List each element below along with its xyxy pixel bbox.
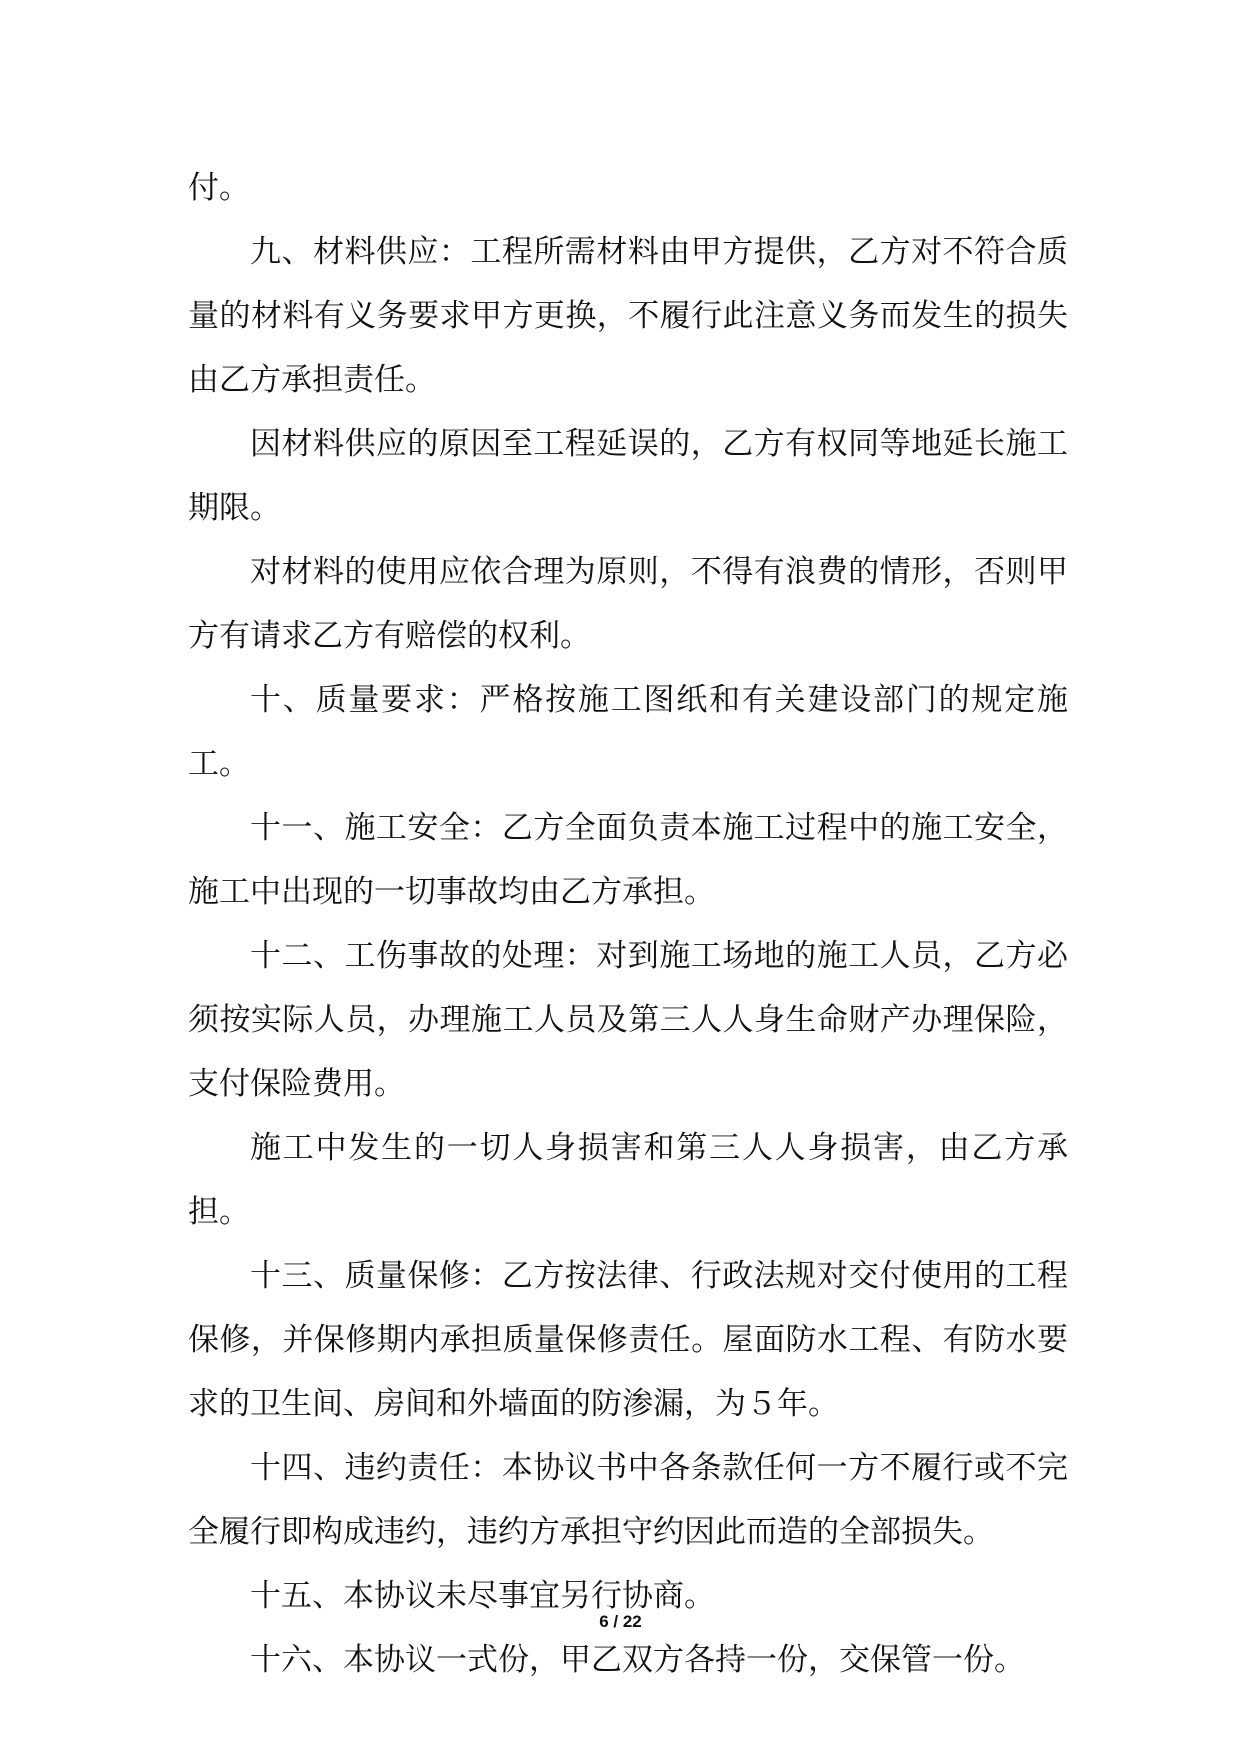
paragraph-clause-15-negotiation: 十五、本协议未尽事宜另行协商。 bbox=[250, 1578, 715, 1614]
document-body bbox=[188, 156, 1068, 1692]
paragraph-clause-12-injury: 十二、工伤事故的处理：对到施工场地的施工人员，乙方必须按实际人员，办理施工人员及第三人人身生命财产办理保险，支付保险费用。 bbox=[188, 938, 1068, 1102]
paragraph-clause-9-materials: 九、材料供应：工程所需材料由甲方提供，乙方对不符合质量的材料有义务要求甲方更换，不履行此注意义务而发生的损失由乙方承担责任。 bbox=[188, 234, 1068, 398]
paragraph-personal-injury: 施工中发生的一切人身损害和第三人人身损害，由乙方承担。 bbox=[188, 1130, 1068, 1230]
paragraph-material-use: 对材料的使用应依合理为原则，不得有浪费的情形，否则甲方有请求乙方有赔偿的权利。 bbox=[188, 554, 1068, 654]
page-number: 6 / 22 bbox=[599, 1612, 642, 1631]
paragraph-clause-10-quality: 十、质量要求：严格按施工图纸和有关建设部门的规定施工。 bbox=[188, 682, 1068, 782]
paragraph-continuation: 付。 bbox=[188, 170, 250, 206]
paragraph-clause-14-breach: 十四、违约责任：本协议书中各条款任何一方不履行或不完全履行即构成违约，违约方承担守约因此而造的全部损失。 bbox=[188, 1450, 1068, 1550]
paragraph-clause-11-safety: 十一、施工安全：乙方全面负责本施工过程中的施工安全，施工中出现的一切事故均由乙方承担。 bbox=[188, 810, 1068, 910]
paragraph-clause-16-copies: 十六、本协议一式份，甲乙双方各持一份，交保管一份。 bbox=[250, 1642, 1025, 1678]
paragraph-clause-13-warranty: 十三、质量保修：乙方按法律、行政法规对交付使用的工程保修，并保修期内承担质量保修责任。屋面防水工程、有防水要求的卫生间、房间和外墙面的防渗漏，为５年。 bbox=[188, 1258, 1068, 1422]
paragraph-material-delay: 因材料供应的原因至工程延误的，乙方有权同等地延长施工期限。 bbox=[188, 426, 1068, 526]
